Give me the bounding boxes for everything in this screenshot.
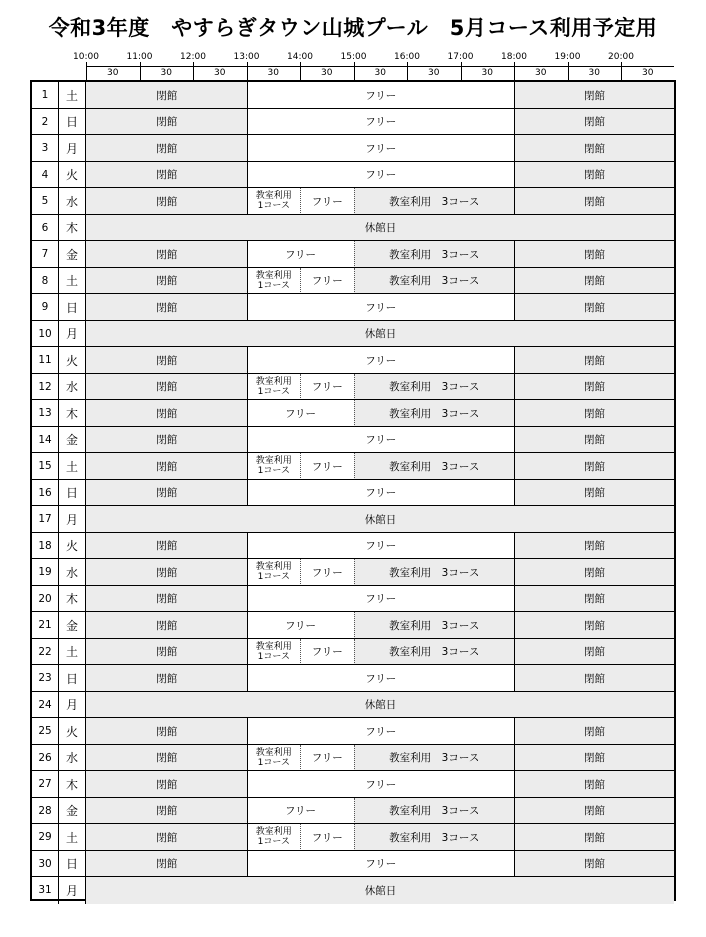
slot-closed: 閉館 <box>86 533 247 560</box>
schedule-row <box>32 586 674 613</box>
half-hour-label: 30 <box>481 68 493 78</box>
weekday: 金 <box>59 612 86 639</box>
slot-free: フリー <box>247 82 515 109</box>
schedule-row <box>32 321 674 348</box>
slot-label-top: 教室利用 <box>255 641 292 652</box>
day-number: 2 <box>32 109 59 136</box>
slot-closed: 閉館 <box>86 347 247 374</box>
slot-closed: 閉館 <box>514 771 674 798</box>
weekday: 木 <box>59 400 86 427</box>
time-axis-rule <box>86 66 674 67</box>
day-number: 19 <box>32 559 59 586</box>
slot-class-1-course <box>247 745 301 772</box>
day-number: 6 <box>32 215 59 242</box>
slot-free: フリー <box>247 109 515 136</box>
day-number: 29 <box>32 824 59 851</box>
hour-label: 18:00 <box>501 52 527 62</box>
slot-class-3-course: 教室利用 3コース <box>354 268 515 295</box>
hour-tick <box>568 62 569 80</box>
slot-closed: 閉館 <box>514 82 674 109</box>
slot-free: フリー <box>300 559 354 586</box>
slot-closed: 閉館 <box>86 374 247 401</box>
slot-free: フリー <box>247 480 515 507</box>
schedule-row <box>32 347 674 374</box>
hour-tick <box>514 62 515 80</box>
slot-closed: 閉館 <box>514 559 674 586</box>
weekday: 日 <box>59 109 86 136</box>
half-hour-label: 30 <box>374 68 386 78</box>
hour-tick <box>247 62 248 80</box>
hour-tick <box>461 62 462 80</box>
schedule-row <box>32 877 674 904</box>
slot-class-1-course <box>247 453 301 480</box>
page-title: 令和3年度 やすらぎタウン山城プール 5月コース利用予定用 <box>48 16 658 40</box>
day-number: 9 <box>32 294 59 321</box>
schedule-row <box>32 427 674 454</box>
weekday: 金 <box>59 798 86 825</box>
half-hour-label: 30 <box>160 68 172 78</box>
slot-class-1-course <box>247 268 301 295</box>
day-number: 31 <box>32 877 59 904</box>
time-axis-header <box>0 50 706 80</box>
weekday: 土 <box>59 639 86 666</box>
slot-closed: 閉館 <box>514 851 674 878</box>
slot-free: フリー <box>247 533 515 560</box>
hour-tick <box>407 62 408 80</box>
hour-tick <box>300 62 301 80</box>
slot-closed: 閉館 <box>86 268 247 295</box>
slot-closed: 閉館 <box>86 241 247 268</box>
schedule-row <box>32 162 674 189</box>
day-number: 1 <box>32 82 59 109</box>
schedule-row <box>32 188 674 215</box>
slot-class-1-course <box>247 824 301 851</box>
weekday: 木 <box>59 215 86 242</box>
weekday: 日 <box>59 294 86 321</box>
slot-closed: 閉館 <box>86 586 247 613</box>
slot-label-bottom: 1コース <box>257 572 290 583</box>
weekday: 火 <box>59 162 86 189</box>
half-hour-label: 30 <box>428 68 440 78</box>
weekday: 日 <box>59 480 86 507</box>
slot-free: フリー <box>247 665 515 692</box>
schedule-row <box>32 109 674 136</box>
schedule-row <box>32 241 674 268</box>
slot-free: フリー <box>247 771 515 798</box>
weekday: 金 <box>59 241 86 268</box>
day-number: 28 <box>32 798 59 825</box>
slot-class-1-course <box>247 374 301 401</box>
day-number: 12 <box>32 374 59 401</box>
slot-closed: 閉館 <box>86 612 247 639</box>
slot-free: フリー <box>247 347 515 374</box>
slot-class-3-course: 教室利用 3コース <box>354 559 515 586</box>
slot-closed: 閉館 <box>514 188 674 215</box>
slot-class-3-course: 教室利用 3コース <box>354 374 515 401</box>
slot-free: フリー <box>247 135 515 162</box>
slot-free: フリー <box>247 612 354 639</box>
schedule-row <box>32 215 674 242</box>
slot-label-top: 教室利用 <box>255 747 292 758</box>
day-number: 27 <box>32 771 59 798</box>
slot-label-top: 教室利用 <box>255 827 292 838</box>
slot-closed: 閉館 <box>514 109 674 136</box>
slot-class-3-course: 教室利用 3コース <box>354 798 515 825</box>
slot-free: フリー <box>300 639 354 666</box>
schedule-row <box>32 400 674 427</box>
slot-free: フリー <box>247 851 515 878</box>
slot-closed: 閉館 <box>86 82 247 109</box>
weekday: 木 <box>59 586 86 613</box>
weekday: 月 <box>59 692 86 719</box>
weekday: 水 <box>59 559 86 586</box>
hour-label: 15:00 <box>340 52 367 62</box>
slot-closed: 閉館 <box>86 665 247 692</box>
schedule-row <box>32 533 674 560</box>
weekday: 水 <box>59 374 86 401</box>
weekday: 金 <box>59 427 86 454</box>
slot-closed: 閉館 <box>514 480 674 507</box>
slot-closed: 閉館 <box>514 427 674 454</box>
schedule-row <box>32 745 674 772</box>
slot-closed: 閉館 <box>514 586 674 613</box>
schedule-row <box>32 612 674 639</box>
slot-closed: 閉館 <box>514 718 674 745</box>
hour-label: 19:00 <box>554 52 581 62</box>
schedule-row <box>32 718 674 745</box>
slot-closed: 閉館 <box>514 533 674 560</box>
weekday: 火 <box>59 718 86 745</box>
weekday: 水 <box>59 745 86 772</box>
day-number: 15 <box>32 453 59 480</box>
day-number: 24 <box>32 692 59 719</box>
slot-holiday: 休館日 <box>86 321 674 348</box>
weekday: 月 <box>59 877 86 904</box>
slot-label-top: 教室利用 <box>255 456 292 467</box>
hour-label: 14:00 <box>287 52 313 62</box>
day-number: 4 <box>32 162 59 189</box>
slot-closed: 閉館 <box>86 824 247 851</box>
day-number: 22 <box>32 639 59 666</box>
slot-label-bottom: 1コース <box>257 466 290 477</box>
half-hour-label: 30 <box>642 68 654 78</box>
slot-closed: 閉館 <box>86 427 247 454</box>
schedule-row <box>32 665 674 692</box>
day-number: 16 <box>32 480 59 507</box>
slot-free: フリー <box>247 798 354 825</box>
slot-free: フリー <box>247 718 515 745</box>
slot-label-bottom: 1コース <box>257 201 290 212</box>
day-number: 5 <box>32 188 59 215</box>
schedule-table <box>30 80 676 901</box>
slot-closed: 閉館 <box>86 639 247 666</box>
day-number: 10 <box>32 321 59 348</box>
day-number: 13 <box>32 400 59 427</box>
slot-closed: 閉館 <box>514 639 674 666</box>
slot-free: フリー <box>247 427 515 454</box>
schedule-row <box>32 294 674 321</box>
hour-tick <box>193 62 194 80</box>
day-number: 8 <box>32 268 59 295</box>
slot-free: フリー <box>300 745 354 772</box>
slot-holiday: 休館日 <box>86 877 674 904</box>
schedule-row <box>32 82 674 109</box>
weekday: 月 <box>59 135 86 162</box>
slot-closed: 閉館 <box>86 453 247 480</box>
slot-closed: 閉館 <box>514 374 674 401</box>
slot-free: フリー <box>247 241 354 268</box>
day-number: 26 <box>32 745 59 772</box>
schedule-row <box>32 692 674 719</box>
slot-label-top: 教室利用 <box>255 562 292 573</box>
slot-free: フリー <box>247 586 515 613</box>
day-number: 30 <box>32 851 59 878</box>
schedule-row <box>32 559 674 586</box>
weekday: 日 <box>59 665 86 692</box>
weekday: 火 <box>59 533 86 560</box>
slot-free: フリー <box>300 188 354 215</box>
slot-label-bottom: 1コース <box>257 651 290 662</box>
hour-label: 16:00 <box>394 52 420 62</box>
hour-tick <box>354 62 355 80</box>
slot-label-bottom: 1コース <box>257 386 290 397</box>
day-number: 11 <box>32 347 59 374</box>
slot-closed: 閉館 <box>514 268 674 295</box>
slot-closed: 閉館 <box>86 480 247 507</box>
hour-label: 12:00 <box>180 52 206 62</box>
slot-holiday: 休館日 <box>86 692 674 719</box>
slot-class-3-course: 教室利用 3コース <box>354 241 515 268</box>
weekday: 日 <box>59 851 86 878</box>
day-number: 20 <box>32 586 59 613</box>
slot-free: フリー <box>300 268 354 295</box>
slot-class-3-course: 教室利用 3コース <box>354 188 515 215</box>
slot-closed: 閉館 <box>86 294 247 321</box>
slot-closed: 閉館 <box>514 135 674 162</box>
slot-class-3-course: 教室利用 3コース <box>354 400 515 427</box>
slot-class-3-course: 教室利用 3コース <box>354 639 515 666</box>
weekday: 土 <box>59 268 86 295</box>
schedule-row <box>32 506 674 533</box>
slot-closed: 閉館 <box>514 824 674 851</box>
weekday: 月 <box>59 506 86 533</box>
hour-label: 10:00 <box>73 52 99 62</box>
slot-closed: 閉館 <box>514 400 674 427</box>
slot-closed: 閉館 <box>514 294 674 321</box>
slot-closed: 閉館 <box>86 559 247 586</box>
schedule-row <box>32 374 674 401</box>
slot-closed: 閉館 <box>86 718 247 745</box>
hour-tick <box>86 62 87 80</box>
day-number: 3 <box>32 135 59 162</box>
slot-free: フリー <box>247 162 515 189</box>
slot-closed: 閉館 <box>86 109 247 136</box>
slot-closed: 閉館 <box>86 771 247 798</box>
slot-class-1-course <box>247 188 301 215</box>
slot-closed: 閉館 <box>514 347 674 374</box>
schedule-row <box>32 453 674 480</box>
half-hour-label: 30 <box>321 68 333 78</box>
day-number: 17 <box>32 506 59 533</box>
schedule-row <box>32 798 674 825</box>
day-number: 25 <box>32 718 59 745</box>
slot-closed: 閉館 <box>86 135 247 162</box>
slot-class-3-course: 教室利用 3コース <box>354 824 515 851</box>
slot-closed: 閉館 <box>514 241 674 268</box>
slot-holiday: 休館日 <box>86 215 674 242</box>
slot-class-1-course <box>247 559 301 586</box>
schedule-row <box>32 771 674 798</box>
slot-closed: 閉館 <box>86 798 247 825</box>
day-number: 23 <box>32 665 59 692</box>
hour-label: 11:00 <box>126 52 153 62</box>
schedule-row <box>32 268 674 295</box>
schedule-row <box>32 480 674 507</box>
day-number: 7 <box>32 241 59 268</box>
slot-class-3-course: 教室利用 3コース <box>354 612 515 639</box>
half-hour-label: 30 <box>267 68 279 78</box>
slot-free: フリー <box>300 824 354 851</box>
slot-closed: 閉館 <box>86 162 247 189</box>
hour-tick <box>621 62 622 80</box>
slot-closed: 閉館 <box>514 665 674 692</box>
slot-class-3-course: 教室利用 3コース <box>354 453 515 480</box>
slot-closed: 閉館 <box>514 612 674 639</box>
hour-label: 17:00 <box>447 52 474 62</box>
slot-label-top: 教室利用 <box>255 270 292 281</box>
slot-holiday: 休館日 <box>86 506 674 533</box>
slot-closed: 閉館 <box>86 188 247 215</box>
slot-closed: 閉館 <box>514 453 674 480</box>
slot-free: フリー <box>300 453 354 480</box>
schedule-row <box>32 824 674 851</box>
weekday: 火 <box>59 347 86 374</box>
slot-closed: 閉館 <box>86 851 247 878</box>
schedule-row <box>32 135 674 162</box>
weekday: 月 <box>59 321 86 348</box>
slot-free: フリー <box>247 294 515 321</box>
schedule-row <box>32 851 674 878</box>
half-hour-label: 30 <box>214 68 226 78</box>
slot-closed: 閉館 <box>514 798 674 825</box>
slot-label-bottom: 1コース <box>257 757 290 768</box>
half-hour-label: 30 <box>107 68 119 78</box>
slot-closed: 閉館 <box>514 162 674 189</box>
slot-class-1-course <box>247 639 301 666</box>
weekday: 土 <box>59 82 86 109</box>
weekday: 土 <box>59 453 86 480</box>
slot-closed: 閉館 <box>514 745 674 772</box>
day-number: 21 <box>32 612 59 639</box>
slot-class-3-course: 教室利用 3コース <box>354 745 515 772</box>
slot-label-bottom: 1コース <box>257 280 290 291</box>
slot-free: フリー <box>247 400 354 427</box>
day-number: 14 <box>32 427 59 454</box>
schedule-row <box>32 639 674 666</box>
weekday: 土 <box>59 824 86 851</box>
weekday: 水 <box>59 188 86 215</box>
slot-label-top: 教室利用 <box>255 191 292 202</box>
half-hour-label: 30 <box>535 68 547 78</box>
slot-closed: 閉館 <box>86 400 247 427</box>
half-hour-label: 30 <box>588 68 600 78</box>
day-number: 18 <box>32 533 59 560</box>
hour-tick <box>140 62 141 80</box>
slot-label-top: 教室利用 <box>255 376 292 387</box>
slot-free: フリー <box>300 374 354 401</box>
slot-label-bottom: 1コース <box>257 837 290 848</box>
hour-label: 13:00 <box>233 52 260 62</box>
slot-closed: 閉館 <box>86 745 247 772</box>
hour-label: 20:00 <box>608 52 634 62</box>
weekday: 木 <box>59 771 86 798</box>
